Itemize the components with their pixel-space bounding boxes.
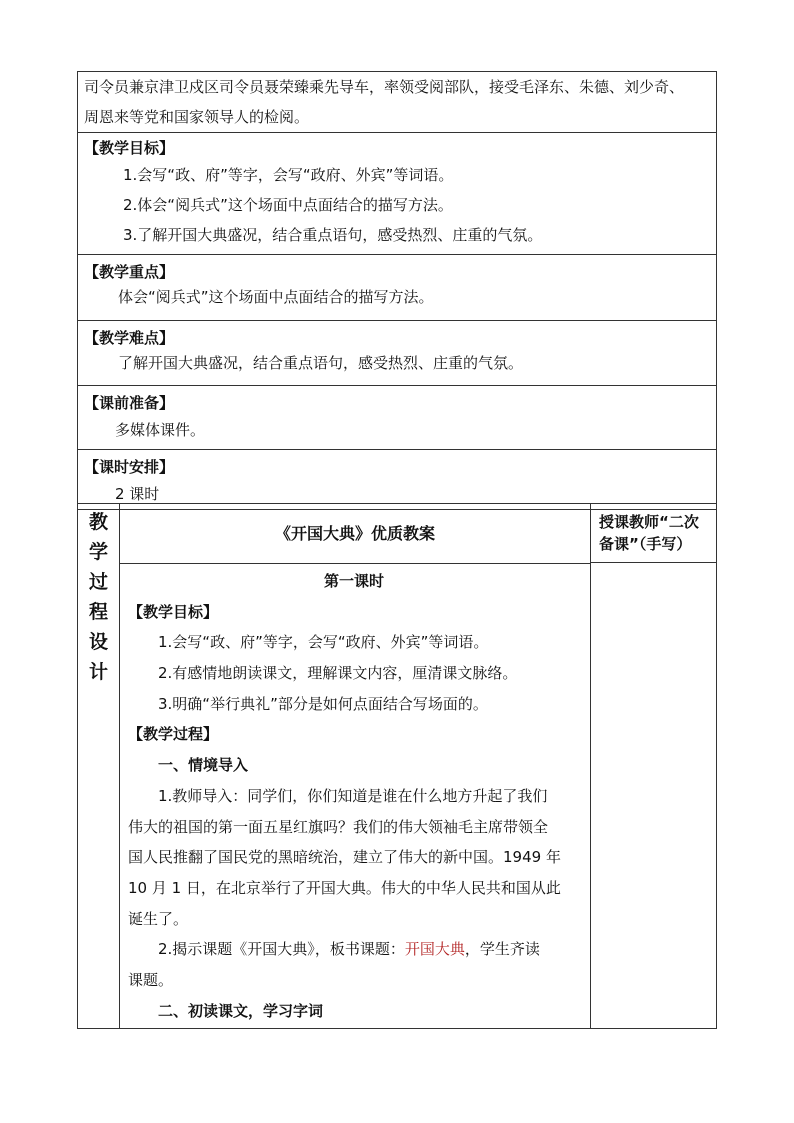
process-heading: 【教学过程】: [128, 725, 219, 744]
paragraph-text: 2.揭示课题《开国大典》，板书课题：: [158, 940, 405, 959]
plan-column: [120, 504, 591, 1028]
goals-section: [78, 133, 716, 255]
side-label-char: 教: [88, 511, 108, 533]
goal-item: 3.了解开国大典盛况，结合重点语句，感受热烈、庄重的气氛。: [123, 226, 543, 244]
plan-goals-heading: 【教学目标】: [128, 602, 219, 621]
plan-title: 《开国大典》优质教案: [120, 504, 590, 564]
preparation-section: [78, 386, 716, 450]
schedule-heading: 【课时安排】: [84, 458, 175, 476]
paragraph-line: 1.教师导入：同学们，你们知道是谁在什么地方升起了我们: [158, 786, 548, 805]
schedule-section: [78, 450, 716, 509]
intro-section: [78, 72, 716, 133]
key-points-heading: 【教学重点】: [84, 263, 175, 281]
teacher-notes-column: [591, 504, 716, 1028]
difficulties-section: [78, 321, 716, 386]
teaching-process-table: [77, 503, 717, 1029]
side-label-char: 过: [88, 571, 108, 593]
paragraph-line: [128, 934, 580, 965]
key-points-text: 体会“阅兵式”这个场面中点面结合的描写方法。: [118, 288, 434, 306]
teacher-notes-title: 授课教师“二次备课”（手写）: [591, 504, 716, 563]
preparation-heading: 【课前准备】: [84, 394, 175, 412]
side-label-column: [78, 504, 120, 1028]
plan-goal-item: 3.明确“举行典礼”部分是如何点面结合写场面的。: [158, 694, 488, 713]
paragraph-line: 国人民推翻了国民党的黑暗统治，建立了伟大的新中国。1949 年: [128, 848, 561, 867]
lesson-heading: 第一课时: [323, 572, 384, 590]
preparation-text: 多媒体课件。: [115, 421, 206, 439]
step-heading: 二、初读课文，学习字词: [158, 1001, 324, 1020]
lesson-info-table: [77, 71, 717, 510]
intro-line-1: 司令员兼京津卫戍区司令员聂荣臻乘先导车，率领受阅部队，接受毛泽东、朱德、刘少奇、: [84, 78, 685, 96]
plan-goal-item: 1.会写“政、府”等字，会写“政府、外宾”等词语。: [158, 633, 489, 652]
paragraph-line: 10 月 1 日，在北京举行了开国大典。伟大的中华人民共和国从此: [128, 878, 561, 897]
plan-goal-item: 2.有感情地朗读课文，理解课文内容，厘清课文脉络。: [158, 664, 518, 683]
plan-body: [120, 564, 590, 1026]
difficulties-heading: 【教学难点】: [84, 329, 175, 347]
side-label-char: 设: [88, 631, 108, 653]
intro-line-2: 周恩来等党和国家领导人的检阅。: [84, 108, 310, 126]
side-label-char: 计: [88, 661, 108, 683]
side-label-char: 学: [88, 541, 108, 563]
highlighted-title: 开国大典: [404, 940, 465, 959]
difficulties-text: 了解开国大典盛况，结合重点语句，感受热烈、庄重的气氛。: [118, 354, 524, 372]
side-label-char: 程: [88, 601, 108, 623]
paragraph-text: ，学生齐读: [464, 940, 540, 959]
paragraph-line: 诞生了。: [128, 909, 189, 928]
goals-heading: 【教学目标】: [84, 139, 175, 157]
paragraph-line: 伟大的祖国的第一面五星红旗吗？我们的伟大领袖毛主席带领全: [128, 817, 549, 836]
goal-item: 1.会写“政、府”等字，会写“政府、外宾”等词语。: [123, 166, 454, 184]
paragraph-line: 课题。: [128, 970, 174, 989]
step-heading: 一、情境导入: [158, 756, 249, 775]
schedule-text: 2 课时: [115, 485, 160, 503]
goal-item: 2.体会“阅兵式”这个场面中点面结合的描写方法。: [123, 196, 453, 214]
key-points-section: [78, 255, 716, 321]
